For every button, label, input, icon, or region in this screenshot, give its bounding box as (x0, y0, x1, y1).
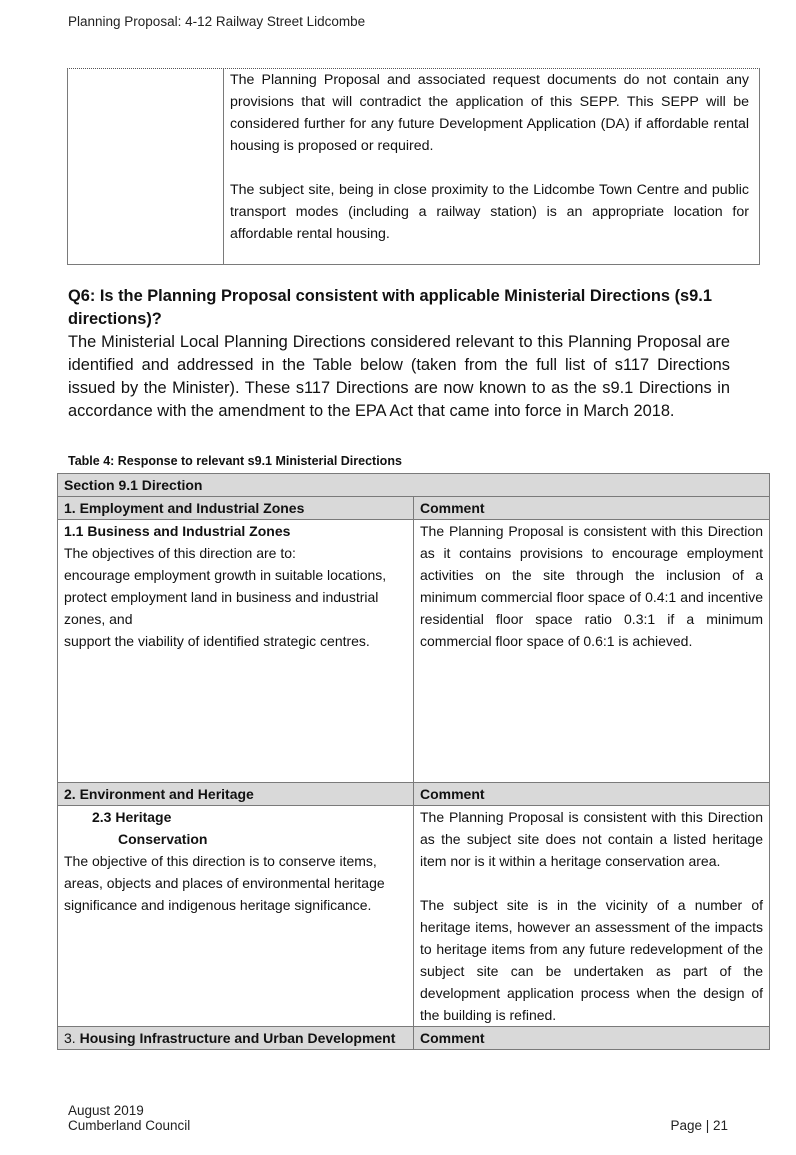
continuation-table-right-cell (230, 69, 749, 267)
comment-cell (414, 520, 770, 783)
direction-text: The objectives of this direction are to: (64, 545, 296, 561)
comment-label: Comment (414, 497, 770, 520)
table-row (58, 520, 770, 783)
continuation-table-left-cell (68, 69, 224, 264)
comment-label: Comment (414, 1027, 770, 1050)
table-header-row (58, 474, 770, 497)
q6-heading: Q6: Is the Planning Proposal consistent with applicable Ministerial Directions (s9.1 directions)? (68, 287, 712, 328)
footer-left (68, 1103, 190, 1133)
paragraph: The Planning Proposal and associated request documents do not contain any provisions that will contradict the application of this SEPP. This SEPP will be considered further for any future Development Application (DA) if affordable rental housing is proposed or required. (230, 72, 749, 154)
direction-cell (58, 520, 414, 783)
section-title: 2. Environment and Heritage (58, 783, 414, 806)
direction-text: protect employment land in business and industrial zones, and (64, 589, 379, 627)
comment-label: Comment (414, 783, 770, 806)
section-row-environment (58, 783, 770, 806)
table-caption: Table 4: Response to relevant s9.1 Ministerial Directions (68, 454, 402, 468)
section-row-housing (58, 1027, 770, 1050)
comment-text: The Planning Proposal is consistent with this Direction as the subject site does not contain a listed heritage item nor is it within a heritage conservation area. (420, 809, 763, 869)
page-number: Page | 21 (670, 1118, 728, 1133)
ministerial-directions-table (57, 473, 770, 1050)
paragraph: The subject site, being in close proximity to the Lidcombe Town Centre and public transport modes (including a railway station) is an appropriate location for affordable rental housing. (230, 182, 749, 242)
section-title: 1. Employment and Industrial Zones (58, 497, 414, 520)
comment-cell (414, 806, 770, 1027)
direction-cell (58, 806, 414, 1027)
section-number: 3. (64, 1030, 80, 1046)
continuation-table (67, 68, 760, 265)
comment-text: The Planning Proposal is consistent with this Direction as it contains provisions to encourage employment activities on the site through the inclusion of a minimum commercial floor space of 0.4:1 and incentive residential floor space ratio 0.3:1 if a minimum commercial floor space of 0.6:1 is achieved. (420, 523, 763, 649)
direction-title: 2.3 Heritage (92, 809, 172, 825)
table-row (58, 806, 770, 1027)
direction-text: The objective of this direction is to conserve items, areas, objects and places of environmental heritage significance and indigenous heritage significance. (64, 853, 385, 913)
q6-body: The Ministerial Local Planning Directions considered relevant to this Planning Proposal are identified and addressed in the Table below (taken from the full list of s117 Directions issued by the Minister). These s117 Directions are now known to as the s9.1 Directions in accordance with the amendment to the EPA Act that came into force in March 2018. (68, 333, 730, 420)
footer-date: August 2019 (68, 1103, 144, 1118)
footer-org: Cumberland Council (68, 1118, 191, 1133)
direction-title: Conservation (118, 831, 208, 847)
comment-text: The subject site is in the vicinity of a number of heritage items, however an assessment of the impacts to heritage items from any future redevelopment of the subject site can be undertaken as part of the development application process when the design of the building is refined. (420, 897, 763, 1023)
direction-text: encourage employment growth in suitable locations, (64, 567, 387, 583)
section-title-text: Housing Infrastructure and Urban Development (79, 1030, 396, 1046)
direction-text: support the viability of identified strategic centres. (64, 633, 370, 649)
section-title (58, 1027, 414, 1050)
direction-title: 1.1 Business and Industrial Zones (64, 523, 291, 539)
table-header-cell: Section 9.1 Direction (58, 474, 770, 497)
page-header: Planning Proposal: 4-12 Railway Street Lidcombe (68, 14, 366, 29)
section-row-employment (58, 497, 770, 520)
